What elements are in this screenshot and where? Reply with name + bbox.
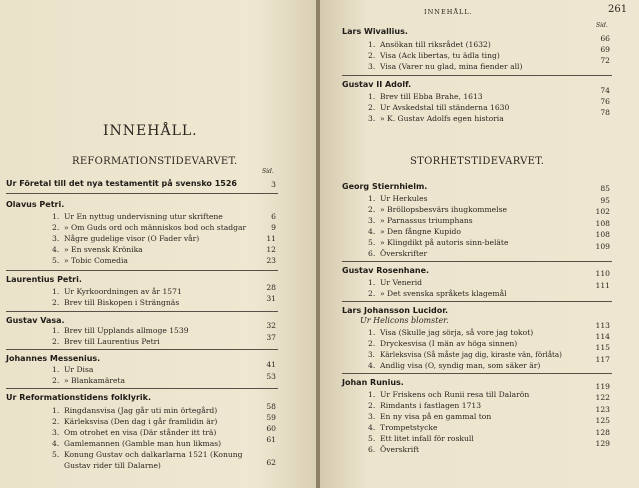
toc-page: 23: [266, 256, 276, 265]
toc-page: 32: [266, 321, 276, 330]
toc-entry: 2. » Bröllopsbesvärs ihugkommelse: [368, 205, 507, 214]
toc-entry: 1. Ur Venerid: [368, 278, 423, 287]
author-gustav-vasa: Gustav Vasa.: [6, 316, 65, 325]
toc-entry: 5. » Tobic Comedia: [52, 256, 128, 265]
author-lars-wivallius: Lars Wivallius.: [342, 27, 408, 36]
toc-entry: 1. Ringdansvisa (Jag går uti min örtegård): [52, 406, 218, 415]
toc-page: 85: [600, 184, 610, 193]
sid-label: Sid.: [596, 22, 608, 29]
toc-page: 95: [600, 196, 610, 205]
toc-page: 76: [600, 97, 610, 106]
toc-entry: 1. Ur En nyttug undervisning utur skriftene: [52, 212, 223, 221]
toc-page: 41: [266, 360, 276, 369]
divider: [6, 388, 278, 389]
toc-page: 102: [595, 207, 610, 216]
toc-entry: 2. Dryckesvisa (I män av höga sinnen): [368, 339, 518, 348]
author-laurentius-petri: Laurentius Petri.: [6, 275, 82, 284]
toc-entry: 3. Kärleksvisa (Så måste jag dig, kiraste vän, förlåta): [368, 350, 562, 359]
toc-entry: 2. Brev till Laurentius Petri: [52, 337, 160, 346]
toc-page: 123: [595, 405, 610, 414]
toc-page: 72: [600, 56, 610, 65]
toc-entry: 1. Ur Friskens och Runii resa till Dalarön: [368, 390, 530, 399]
toc-entry: 4. » Den fångne Kupido: [368, 227, 461, 236]
toc-page: 128: [595, 428, 610, 437]
divider: [342, 75, 612, 76]
author-georg-stiernhielm: Georg Stiernhielm.: [342, 182, 428, 191]
toc-page: 66: [600, 34, 610, 43]
toc-page: 108: [595, 230, 610, 239]
author-gustav-ii-adolf: Gustav II Adolf.: [342, 80, 412, 89]
toc-entry: 3. Om otrohet en visa (Där stånder itt trä): [52, 428, 217, 437]
section-title-reformation: REFORMATIONSTIDEVARVET.: [72, 156, 238, 167]
toc-entry-continued: Gustav rider till Dalarne): [64, 461, 161, 470]
author-johan-runius: Johan Runius.: [342, 378, 404, 387]
page-title: INNEHÅLL.: [103, 123, 198, 139]
sid-label: Sid.: [262, 168, 274, 175]
toc-entry: 3. » Parnassus triumphans: [368, 216, 473, 225]
toc-page: 12: [266, 245, 276, 254]
toc-page: 37: [266, 333, 276, 342]
toc-entry: 2. » Om Guds ord och människos bod och stadgar: [52, 223, 247, 232]
divider: [342, 301, 612, 302]
author-lars-johansson-lucidor: Lars Johansson Lucidor.: [342, 306, 449, 315]
toc-entry: 2. Rimdants i fastlagen 1713: [368, 401, 482, 410]
toc-entry: 3. Visa (Varer nu glad, mina fiender all): [368, 62, 523, 71]
toc-page: 11: [266, 234, 276, 243]
toc-entry: 1. Ur Herkules: [368, 194, 428, 203]
toc-page: 119: [595, 382, 610, 391]
toc-page: 122: [595, 393, 610, 402]
author-olavus-petri: Olavus Petri.: [6, 200, 65, 209]
page-number: 261: [608, 4, 628, 15]
toc-entry: 2. » Det svenska språkets klagemål: [368, 289, 507, 298]
toc-page: 61: [266, 435, 276, 444]
toc-page: 109: [595, 242, 610, 251]
author-gustav-rosenhane: Gustav Rosenhane.: [342, 266, 430, 275]
toc-entry: 2. Visa (Ack libertas, tu ädla ting): [368, 51, 500, 60]
toc-entry: 2. » Blankamäreta: [52, 376, 126, 385]
toc-page: 117: [595, 355, 610, 364]
toc-entry: 1. Ur Kyrkoordningen av år 1571: [52, 287, 182, 296]
toc-page: 129: [595, 439, 610, 448]
toc-page: 110: [595, 269, 610, 278]
toc-entry: 3. Någre gudelige visor (O Fader vår): [52, 234, 200, 243]
toc-entry: 6. Överskrifter: [368, 249, 428, 258]
toc-page: 31: [266, 294, 276, 303]
intro-page: 3: [271, 180, 276, 189]
toc-page: 53: [266, 372, 276, 381]
toc-page: 115: [595, 343, 610, 352]
toc-entry: 4. » En svensk Krönika: [52, 245, 143, 254]
toc-entry: 1. Brev till Ebba Brahe, 1613: [368, 92, 483, 101]
left-page: [0, 0, 318, 488]
toc-entry: 3. » K. Gustav Adolfs egen historia: [368, 114, 504, 123]
toc-entry: 1. Ansökan till riksrådet (1632): [368, 40, 491, 49]
toc-entry: 1. Visa (Skulle jag sörja, så vore jag tokot): [368, 328, 534, 337]
author-folklyrik: Ur Reformationstidens folklyrik.: [6, 393, 151, 402]
toc-entry: 2. Kärleksvisa (Den dag i går framlidin är): [52, 417, 218, 426]
divider: [6, 311, 278, 312]
toc-entry: 4. Gamlemannen (Gamble man hun likmas): [52, 439, 222, 448]
running-header: INNEHÅLL.: [424, 8, 473, 16]
toc-page: 78: [600, 108, 610, 117]
toc-entry: 2. Brev till Biskopen i Strängnäs: [52, 298, 180, 307]
divider: [342, 373, 612, 374]
toc-page: 60: [266, 424, 276, 433]
toc-page: 28: [266, 283, 276, 292]
toc-page: 69: [600, 45, 610, 54]
toc-entry: 1. Ur Disa: [52, 365, 94, 374]
toc-page: 125: [595, 416, 610, 425]
divider: [342, 261, 612, 262]
divider: [6, 349, 278, 350]
section-title-storhetstid: STORHETSTIDEVARVET.: [410, 156, 545, 167]
toc-entry: 5. » Klingdikt på autoris sinn-beläte: [368, 238, 509, 247]
toc-page: 59: [266, 413, 276, 422]
toc-entry: 2. Ur Avskedstal till ständerna 1630: [368, 103, 510, 112]
sub-heading: Ur Helicons blomster.: [360, 316, 449, 325]
toc-page: 58: [266, 402, 276, 411]
toc-page: 111: [595, 281, 610, 290]
toc-entry: 1. Brev till Upplands allmoge 1539: [52, 326, 189, 335]
divider: [6, 193, 278, 194]
toc-page: 74: [600, 86, 610, 95]
toc-entry: 5. Konung Gustav och dalkarlarna 1521 (Konung: [52, 450, 243, 459]
toc-entry: 5. Ett litet infall för roskull: [368, 434, 474, 443]
toc-entry: 6. Överskrift: [368, 445, 420, 454]
toc-page: 6: [271, 212, 276, 221]
toc-page: 9: [271, 223, 276, 232]
right-page: [320, 0, 639, 488]
toc-page: 62: [266, 458, 276, 467]
toc-page: 113: [595, 321, 610, 330]
toc-page: 108: [595, 219, 610, 228]
toc-entry: 4. Andlig visa (O, syndig man, som säker är): [368, 361, 541, 370]
divider: [6, 270, 278, 271]
toc-page: 114: [595, 332, 610, 341]
intro-entry: Ur Företal till det nya testamentit på svensko 1526: [6, 179, 237, 188]
author-johannes-messenius: Johannes Messenius.: [6, 354, 101, 363]
toc-entry: 4. Trompetstycke: [368, 423, 438, 432]
toc-entry: 3. En ny visa på en gammal ton: [368, 412, 492, 421]
